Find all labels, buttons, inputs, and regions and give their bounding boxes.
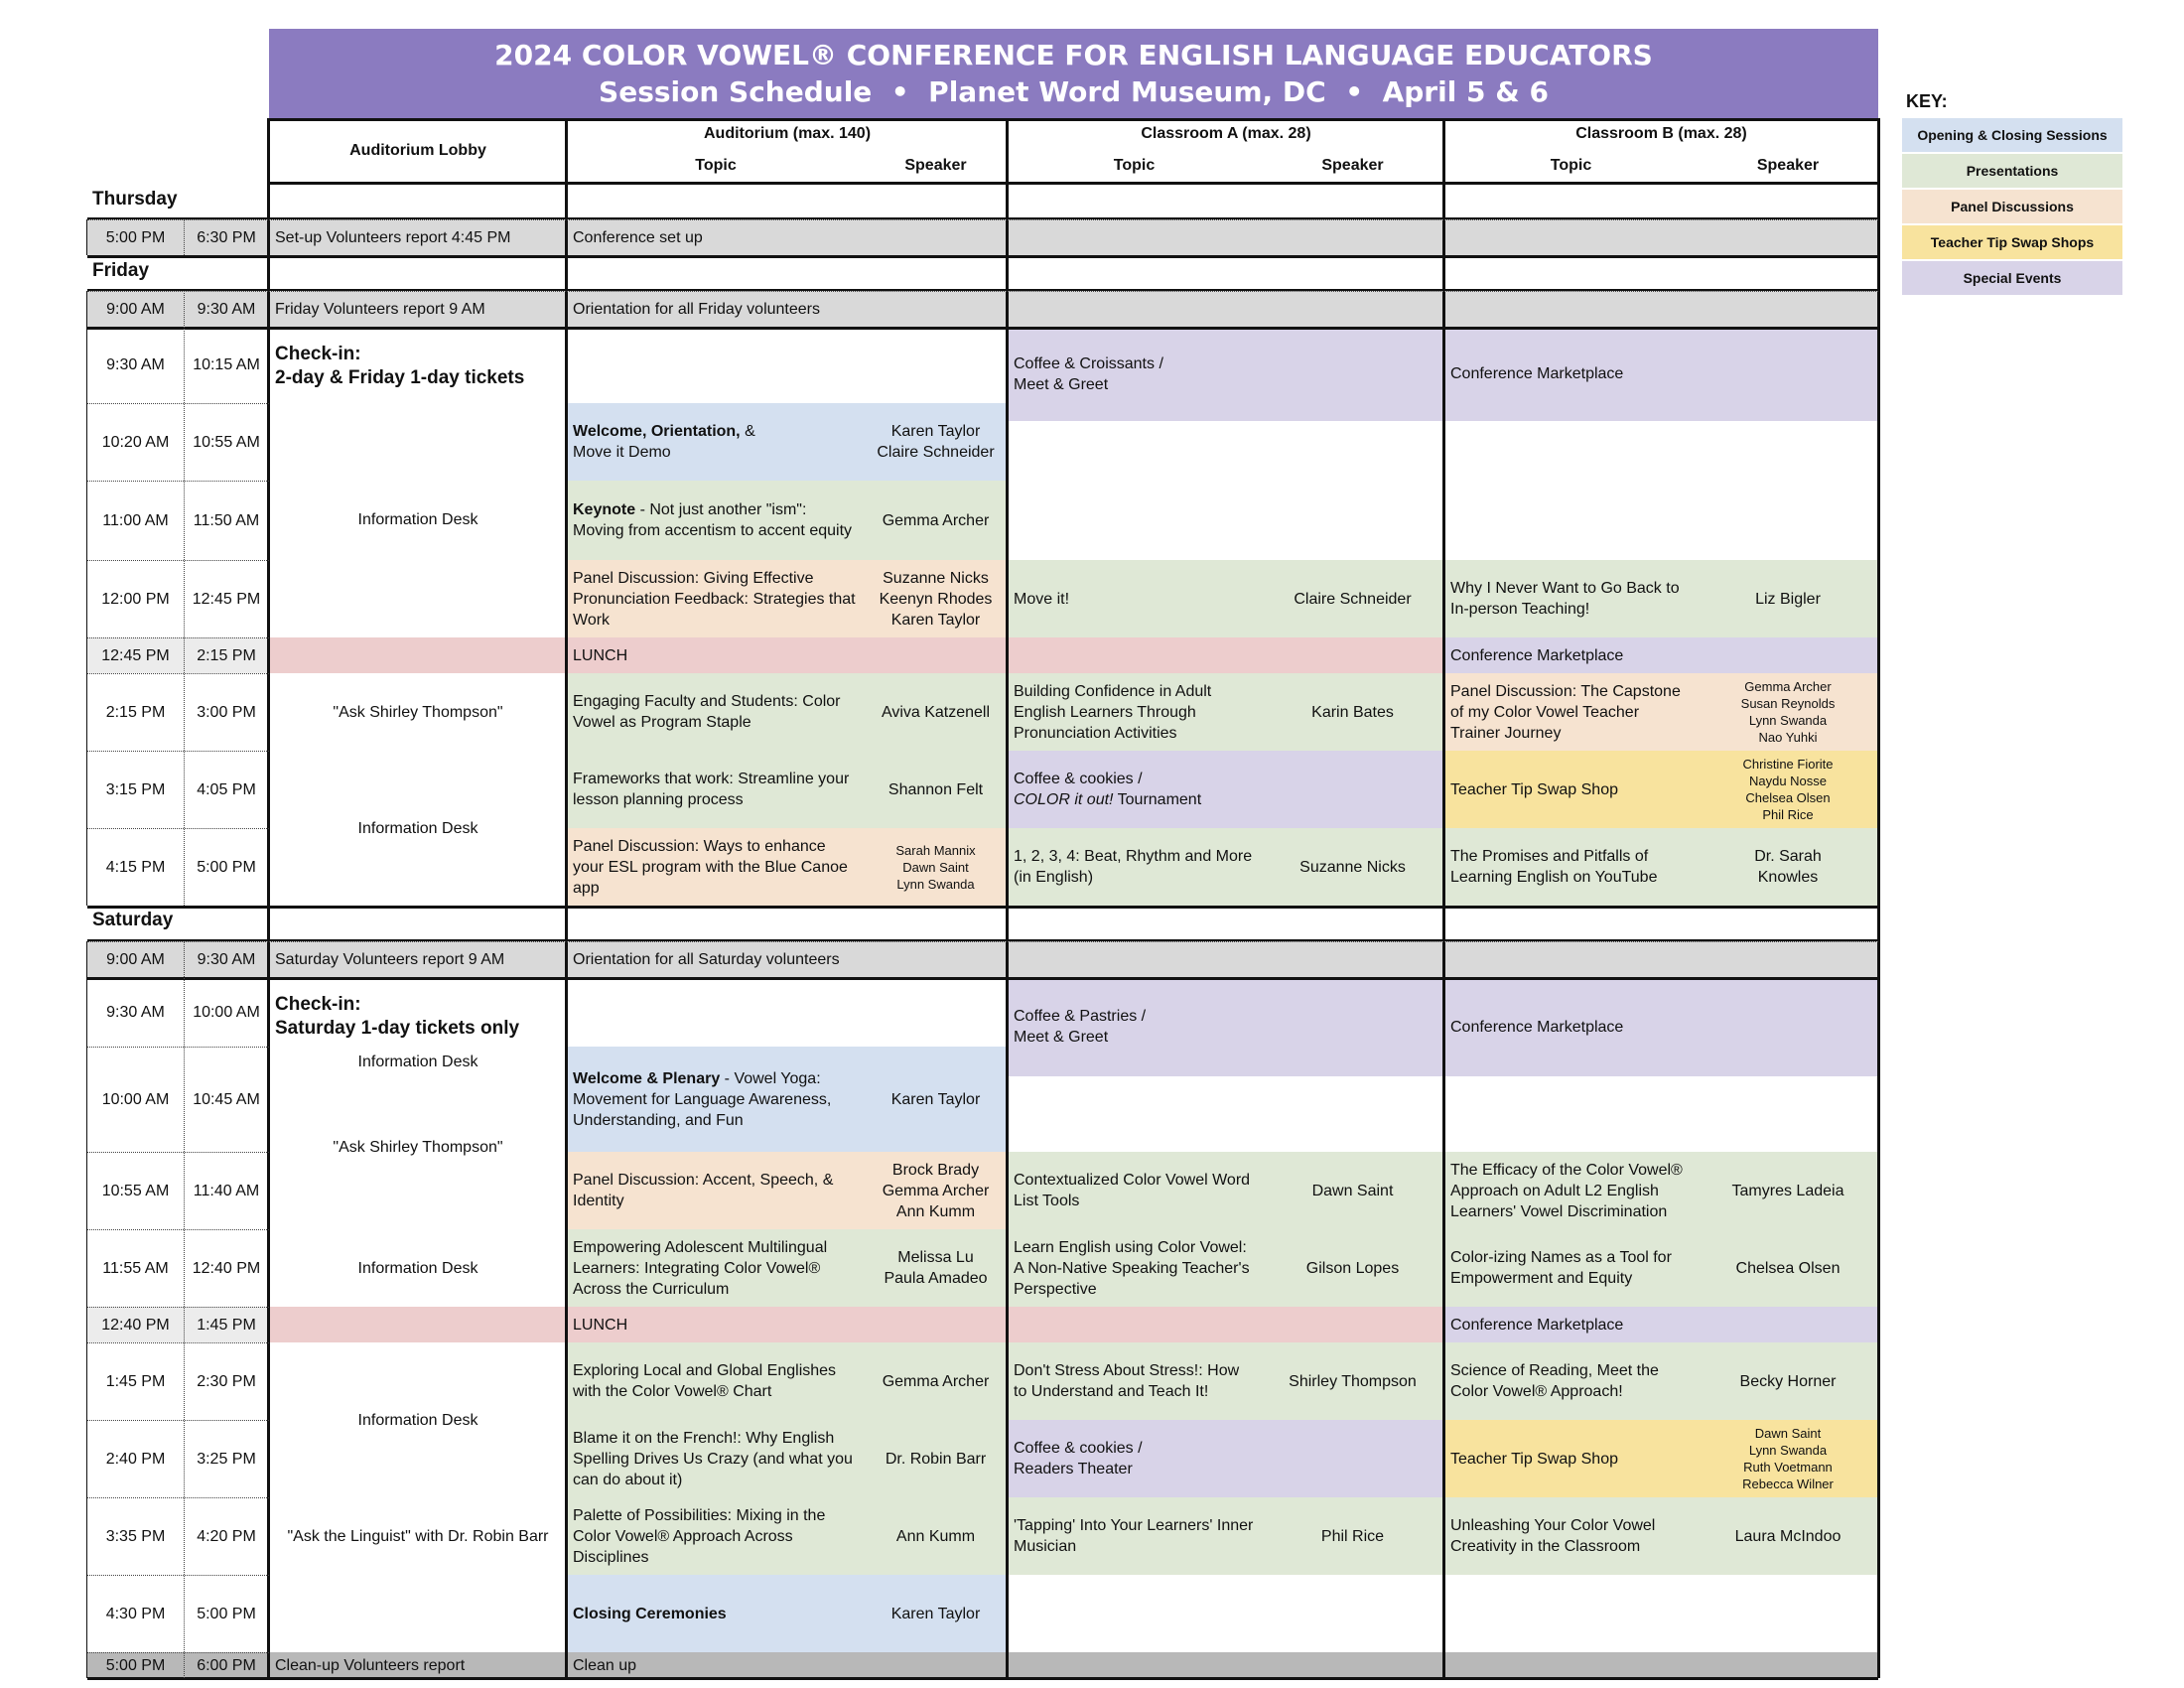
end-time: 3:25 PM bbox=[197, 1450, 256, 1468]
col-header-classA: Classroom A (max. 28) bbox=[1141, 125, 1311, 142]
aud-speaker: Suzanne Nicks Keenyn Rhodes Karen Taylor bbox=[864, 560, 1008, 637]
key-item-0: Opening & Closing Sessions bbox=[1902, 118, 2122, 152]
row-divider bbox=[87, 560, 269, 561]
aud-cell: Empowering Adolescent Multilingual Learners: Integrating Color Vowel® Across the Curriculum bbox=[567, 1229, 864, 1307]
lobby-cell: Information Desk bbox=[357, 510, 478, 528]
col-header-aud-topic: Topic bbox=[695, 157, 737, 174]
aud-cell: Panel Discussion: Giving Effective Pronunciation Feedback: Strategies that Work bbox=[567, 560, 864, 637]
grid-line bbox=[87, 255, 1878, 258]
grid-line bbox=[87, 977, 1878, 980]
aud-speaker: Sarah Mannix Dawn Saint Lynn Swanda bbox=[864, 828, 1008, 906]
grid-line bbox=[269, 118, 1878, 121]
lobby-cell: Set-up Volunteers report 4:45 PM bbox=[269, 219, 567, 255]
aud-speaker: Karen Taylor bbox=[864, 1575, 1008, 1652]
classB-cell: Conference Marketplace bbox=[1444, 327, 1878, 421]
start-time: 4:15 PM bbox=[105, 858, 166, 876]
end-time: 5:00 PM bbox=[197, 858, 256, 876]
col-header-auditorium: Auditorium (max. 140) bbox=[703, 125, 872, 142]
classA-cell: Coffee & Pastries / Meet & Greet bbox=[1008, 977, 1444, 1076]
col-header-ca-speaker: Speaker bbox=[1321, 157, 1384, 174]
aud-cell-bold: Keynote bbox=[573, 501, 636, 518]
lobby-cell: "Ask the Linguist" with Dr. Robin Barr bbox=[287, 1527, 549, 1545]
grid-line bbox=[86, 941, 87, 1678]
aud-speaker: Shannon Felt bbox=[864, 751, 1008, 828]
grid-line bbox=[269, 182, 1878, 185]
end-time: 5:00 PM bbox=[197, 1605, 256, 1622]
classB-cell: Teacher Tip Swap Shop bbox=[1444, 751, 1698, 828]
lobby-cell: Saturday Volunteers report 9 AM bbox=[269, 941, 567, 977]
aud-cell-rest: - Vowel Yoga: Movement for Language Awareness, Understanding, and Fun bbox=[573, 1069, 832, 1129]
classB-cell: Conference Marketplace bbox=[1444, 977, 1878, 1076]
col-header-cb-topic: Topic bbox=[1550, 157, 1592, 174]
grid-line bbox=[87, 1677, 1878, 1680]
grid-line bbox=[87, 906, 1878, 909]
classA-italic: COLOR it out! bbox=[1014, 791, 1114, 808]
classB-cell: Why I Never Want to Go Back to In-person Teaching! bbox=[1444, 560, 1698, 637]
lobby-cell: "Ask Shirley Thompson" bbox=[333, 1138, 503, 1156]
grid-line bbox=[1877, 118, 1880, 1678]
grid-line bbox=[267, 118, 270, 1678]
classB-speaker: Christine Fiorite Naydu Nosse Chelsea Olsen Phil Rice bbox=[1698, 751, 1878, 828]
aud-cell: Palette of Possibilities: Mixing in the Color Vowel® Approach Across Disciplines bbox=[567, 1497, 864, 1575]
classA-cell: Building Confidence in Adult English Learners Through Pronunciation Activities bbox=[1008, 673, 1261, 751]
classB-speaker: Tamyres Ladeia bbox=[1698, 1152, 1878, 1229]
classB-speaker: Liz Bigler bbox=[1698, 560, 1878, 637]
aud-speaker: Ann Kumm bbox=[864, 1497, 1008, 1575]
aud-cell: Frameworks that work: Streamline your lesson planning process bbox=[567, 751, 864, 828]
grid-line bbox=[86, 291, 87, 906]
classB-speaker: Dawn Saint Lynn Swanda Ruth Voetmann Rebecca Wilner bbox=[1698, 1420, 1878, 1497]
grid-line bbox=[86, 219, 87, 255]
classB-cell: Unleashing Your Color Vowel Creativity in the Classroom bbox=[1444, 1497, 1698, 1575]
aud-speaker: Brock Brady Gemma Archer Ann Kumm bbox=[864, 1152, 1008, 1229]
row-divider bbox=[87, 291, 1878, 292]
aud-cell: Orientation for all Saturday volunteers bbox=[567, 941, 1008, 977]
row-divider bbox=[87, 751, 269, 752]
classA-cell: Coffee & Croissants / Meet & Greet bbox=[1008, 327, 1444, 421]
start-time: 9:30 AM bbox=[106, 1003, 165, 1021]
lobby-cell: Information Desk bbox=[357, 1259, 478, 1277]
col-header-aud-speaker: Speaker bbox=[904, 157, 967, 174]
classB-speaker: Laura McIndoo bbox=[1698, 1497, 1878, 1575]
aud-speaker: Melissa Lu Paula Amadeo bbox=[864, 1229, 1008, 1307]
start-time: 2:15 PM bbox=[105, 703, 166, 721]
classB-speaker: Gemma Archer Susan Reynolds Lynn Swanda Nao Yuhki bbox=[1698, 673, 1878, 751]
classB-cell: Science of Reading, Meet the Color Vowel® Approach! bbox=[1444, 1342, 1698, 1420]
classB-cell bbox=[1444, 1652, 1878, 1678]
day-saturday: Saturday bbox=[92, 910, 174, 930]
classA-cell: Coffee & cookies / Readers Theater bbox=[1008, 1420, 1444, 1497]
classA-speaker: Dawn Saint bbox=[1261, 1152, 1444, 1229]
row-divider bbox=[87, 1342, 269, 1343]
aud-cell-rest: - Not just another "ism": Moving from accentism to accent equity bbox=[573, 501, 853, 539]
end-time: 6:30 PM bbox=[184, 219, 269, 255]
classA-speaker: Suzanne Nicks bbox=[1261, 828, 1444, 906]
classA-cell: Move it! bbox=[1008, 560, 1261, 637]
row-divider bbox=[87, 828, 269, 829]
key-item-2: Panel Discussions bbox=[1902, 190, 2122, 223]
end-time: 9:30 AM bbox=[184, 291, 269, 327]
classA-speaker: Gilson Lopes bbox=[1261, 1229, 1444, 1307]
aud-speaker: Aviva Katzenell bbox=[864, 673, 1008, 751]
start-time: 10:00 AM bbox=[101, 1090, 170, 1108]
end-time: 4:20 PM bbox=[197, 1527, 256, 1545]
start-time: 4:30 PM bbox=[105, 1605, 166, 1622]
key-item-4: Special Events bbox=[1902, 261, 2122, 295]
classA-cell bbox=[1008, 1307, 1444, 1342]
classB-speaker: Chelsea Olsen bbox=[1698, 1229, 1878, 1307]
row-divider bbox=[87, 1575, 269, 1576]
col-header-classB: Classroom B (max. 28) bbox=[1575, 125, 1747, 142]
key-item-1: Presentations bbox=[1902, 154, 2122, 188]
row-divider bbox=[87, 673, 269, 674]
aud-cell: LUNCH bbox=[567, 637, 1008, 673]
aud-cell bbox=[567, 1047, 864, 1152]
aud-cell bbox=[567, 481, 864, 560]
start-time: 5:00 PM bbox=[87, 1652, 184, 1678]
lobby-cell: Information Desk bbox=[357, 1053, 478, 1070]
start-time: 12:00 PM bbox=[101, 590, 170, 608]
classA-cell bbox=[1008, 291, 1444, 327]
start-time: 2:40 PM bbox=[105, 1450, 166, 1468]
grid-line bbox=[565, 118, 568, 1678]
classA-speaker: Shirley Thompson bbox=[1261, 1342, 1444, 1420]
end-time: 11:40 AM bbox=[193, 1182, 260, 1199]
day-thursday: Thursday bbox=[92, 189, 178, 210]
lobby-cell: Information Desk bbox=[357, 1411, 478, 1429]
classB-cell: Color-izing Names as a Tool for Empowerment and Equity bbox=[1444, 1229, 1698, 1307]
row-divider bbox=[87, 1229, 269, 1230]
end-time: 11:50 AM bbox=[193, 511, 260, 529]
end-time: 2:15 PM bbox=[184, 637, 269, 673]
classA-cell: 1, 2, 3, 4: Beat, Rhythm and More (in English) bbox=[1008, 828, 1261, 906]
aud-cell: Orientation for all Friday volunteers bbox=[567, 291, 1008, 327]
aud-cell: Closing Ceremonies bbox=[567, 1575, 864, 1652]
aud-cell: Panel Discussion: Ways to enhance your ESL program with the Blue Canoe app bbox=[567, 828, 864, 906]
col-header-cb-speaker: Speaker bbox=[1756, 157, 1820, 174]
lobby-cell bbox=[269, 1307, 567, 1342]
grid-line bbox=[1006, 118, 1009, 1678]
end-time: 12:45 PM bbox=[192, 590, 261, 608]
classA-cell bbox=[1008, 1652, 1444, 1678]
end-time: 12:40 PM bbox=[192, 1259, 261, 1277]
row-divider bbox=[87, 481, 269, 482]
start-time: 9:00 AM bbox=[87, 291, 184, 327]
row-divider bbox=[87, 1152, 269, 1153]
classA-speaker: Phil Rice bbox=[1261, 1497, 1444, 1575]
aud-cell-bold: Welcome, Orientation, bbox=[573, 423, 741, 440]
col-header-lobby: Auditorium Lobby bbox=[349, 142, 486, 159]
classA-cell: Learn English using Color Vowel: A Non-Native Speaking Teacher's Perspective bbox=[1008, 1229, 1261, 1307]
end-time: 3:00 PM bbox=[197, 703, 256, 721]
end-time: 1:45 PM bbox=[184, 1307, 269, 1342]
end-time: 10:45 AM bbox=[193, 1090, 260, 1108]
classA-speaker: Karin Bates bbox=[1261, 673, 1444, 751]
lobby-cell: Clean-up Volunteers report bbox=[269, 1652, 567, 1678]
grid-line bbox=[1442, 118, 1445, 1678]
start-time: 12:40 PM bbox=[87, 1307, 184, 1342]
classA-cell: 'Tapping' Into Your Learners' Inner Musician bbox=[1008, 1497, 1261, 1575]
classB-cell: The Efficacy of the Color Vowel® Approach on Adult L2 English Learners' Vowel Discrimination bbox=[1444, 1152, 1698, 1229]
key-label: KEY: bbox=[1906, 91, 1948, 111]
classB-speaker: Becky Horner bbox=[1698, 1342, 1878, 1420]
row-divider bbox=[87, 1420, 269, 1421]
classA-speaker: Claire Schneider bbox=[1261, 560, 1444, 637]
checkin-cell: Check-in: Saturday 1-day tickets only bbox=[275, 994, 520, 1039]
start-time: 5:00 PM bbox=[87, 219, 184, 255]
classB-cell: Teacher Tip Swap Shop bbox=[1444, 1420, 1698, 1497]
schedule-banner bbox=[269, 29, 1878, 118]
aud-cell-rest: & Move it Demo bbox=[573, 423, 755, 461]
classB-cell bbox=[1444, 219, 1878, 255]
end-time: 2:30 PM bbox=[197, 1372, 256, 1390]
classA-cell: Contextualized Color Vowel Word List Tools bbox=[1008, 1152, 1261, 1229]
end-time: 10:00 AM bbox=[193, 1003, 260, 1021]
grid-line bbox=[87, 327, 1878, 330]
start-time: 10:55 AM bbox=[101, 1182, 170, 1199]
classA-cell: Don't Stress About Stress!: How to Understand and Teach It! bbox=[1008, 1342, 1261, 1420]
end-time: 6:00 PM bbox=[184, 1652, 269, 1678]
classB-cell: Panel Discussion: The Capstone of my Color Vowel Teacher Trainer Journey bbox=[1444, 673, 1698, 751]
classB-cell bbox=[1444, 941, 1878, 977]
lobby-cell: Friday Volunteers report 9 AM bbox=[269, 291, 567, 327]
start-time: 9:30 AM bbox=[106, 356, 165, 373]
schedule-title: 2024 COLOR VOWEL® CONFERENCE FOR ENGLISH LANGUAGE EDUCATORS bbox=[494, 39, 1653, 71]
aud-speaker: Dr. Robin Barr bbox=[864, 1420, 1008, 1497]
end-time: 10:15 AM bbox=[193, 356, 260, 373]
classB-cell: The Promises and Pitfalls of Learning English on YouTube bbox=[1444, 828, 1698, 906]
start-time: 10:20 AM bbox=[101, 433, 170, 451]
classA-cell bbox=[1008, 637, 1444, 673]
end-time: 4:05 PM bbox=[197, 780, 256, 798]
start-time: 1:45 PM bbox=[105, 1372, 166, 1390]
key-item-3: Teacher Tip Swap Shops bbox=[1902, 225, 2122, 259]
time-divider bbox=[184, 941, 185, 1678]
aud-cell: LUNCH bbox=[567, 1307, 1008, 1342]
time-divider bbox=[184, 219, 185, 255]
start-time: 9:00 AM bbox=[87, 941, 184, 977]
aud-cell: Exploring Local and Global Englishes with the Color Vowel® Chart bbox=[567, 1342, 864, 1420]
aud-cell-bold: Welcome & Plenary bbox=[573, 1069, 721, 1087]
aud-cell: Panel Discussion: Accent, Speech, & Identity bbox=[567, 1152, 864, 1229]
aud-speaker: Karen Taylor bbox=[864, 1047, 1008, 1152]
lobby-cell: "Ask Shirley Thompson" bbox=[333, 703, 503, 721]
aud-speaker: Karen Taylor Claire Schneider bbox=[864, 403, 1008, 481]
aud-cell: Engaging Faculty and Students: Color Vowel as Program Staple bbox=[567, 673, 864, 751]
classB-cell bbox=[1444, 291, 1878, 327]
row-divider bbox=[87, 941, 1878, 942]
classA-cell bbox=[1008, 941, 1444, 977]
lobby-cell: Information Desk bbox=[357, 819, 478, 837]
start-time: 12:45 PM bbox=[87, 637, 184, 673]
aud-speaker: Gemma Archer bbox=[864, 481, 1008, 560]
day-friday: Friday bbox=[92, 260, 150, 281]
row-divider bbox=[87, 1497, 269, 1498]
time-divider bbox=[184, 291, 185, 906]
classA-cell bbox=[1008, 751, 1444, 828]
end-time: 9:30 AM bbox=[184, 941, 269, 977]
classA-cell bbox=[1008, 219, 1444, 255]
aud-cell: Clean up bbox=[567, 1652, 1008, 1678]
classB-cell: Conference Marketplace bbox=[1444, 1307, 1878, 1342]
classA-rest: Tournament bbox=[1113, 791, 1202, 808]
row-divider bbox=[87, 1047, 269, 1048]
start-time: 11:00 AM bbox=[102, 511, 169, 529]
row-divider bbox=[87, 403, 269, 404]
aud-cell: Blame it on the French!: Why English Spelling Drives Us Crazy (and what you can do about it) bbox=[567, 1420, 864, 1497]
classB-speaker: Dr. Sarah Knowles bbox=[1698, 828, 1878, 906]
schedule-subtitle: Session Schedule • Planet Word Museum, DC • April 5 & 6 bbox=[599, 75, 1549, 108]
row-divider bbox=[87, 219, 1878, 220]
aud-speaker: Gemma Archer bbox=[864, 1342, 1008, 1420]
lobby-cell bbox=[269, 637, 567, 673]
aud-cell bbox=[567, 403, 864, 481]
row-divider bbox=[87, 1307, 269, 1308]
start-time: 3:35 PM bbox=[105, 1527, 166, 1545]
row-divider bbox=[87, 1652, 269, 1653]
aud-cell: Conference set up bbox=[567, 219, 1008, 255]
start-time: 11:55 AM bbox=[102, 1259, 169, 1277]
start-time: 3:15 PM bbox=[105, 780, 166, 798]
end-time: 10:55 AM bbox=[193, 433, 260, 451]
row-divider bbox=[87, 637, 269, 638]
checkin-cell: Check-in: 2-day & Friday 1-day tickets bbox=[275, 344, 525, 388]
classB-cell: Conference Marketplace bbox=[1444, 637, 1878, 673]
classA-line-1: Coffee & cookies / bbox=[1014, 771, 1143, 787]
col-header-ca-topic: Topic bbox=[1113, 157, 1156, 174]
